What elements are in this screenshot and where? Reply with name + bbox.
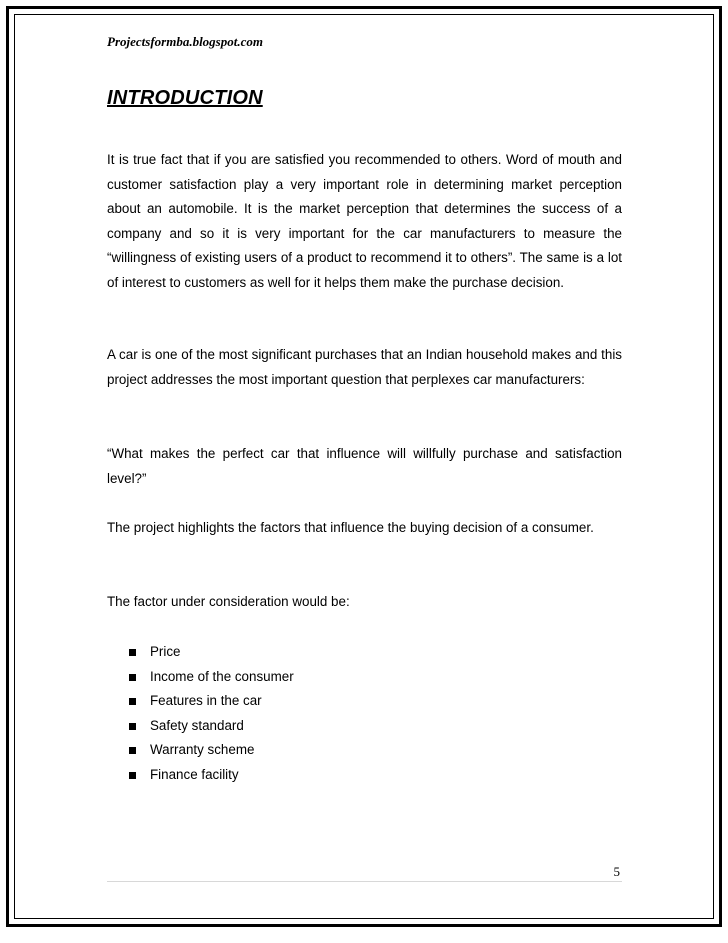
square-bullet-icon [129, 723, 136, 730]
factors-list [129, 640, 294, 788]
paragraph-car-purchase: A car is one of the most significant purchases that an Indian household makes and this project addresses the most important question that perplexes car manufacturers: [107, 347, 622, 387]
square-bullet-icon [129, 772, 136, 779]
list-item [129, 640, 294, 665]
list-item [129, 714, 294, 739]
page-title: INTRODUCTION [107, 87, 263, 109]
list-item-label: Features in the car [150, 693, 262, 709]
list-item-label: Finance facility [150, 766, 239, 782]
square-bullet-icon [129, 747, 136, 754]
page-number: 5 [613, 864, 620, 879]
list-item-label: Warranty scheme [150, 742, 255, 758]
list-item [129, 763, 294, 788]
square-bullet-icon [129, 674, 136, 681]
square-bullet-icon [129, 649, 136, 656]
paragraph-intro: It is true fact that if you are satisfied you recommended to others. Word of mouth and customer satisfaction play a very important role in determining market perception about an automobile. It is the market perception that determines the success of a company and so it is very important for the car manufacturers to measure the “willingness of existing users of a product to recommend it to others”. The same is a lot of interest to customers as well for it helps them make the purchase decision. [107, 152, 622, 290]
list-item [129, 665, 294, 690]
paragraph-factors-lead: The factor under consideration would be: [107, 594, 350, 609]
list-item-label: Income of the consumer [150, 668, 294, 684]
list-item-label: Safety standard [150, 717, 244, 733]
header-site-name: Projectsformba.blogspot.com [107, 34, 263, 49]
footer-divider [107, 881, 622, 882]
square-bullet-icon [129, 698, 136, 705]
paragraph-highlights: The project highlights the factors that influence the buying decision of a consumer. [107, 520, 594, 535]
list-item [129, 738, 294, 763]
paragraph-question: “What makes the perfect car that influence will willfully purchase and satisfaction level?” [107, 446, 622, 486]
list-item-label: Price [150, 644, 181, 659]
list-item [129, 689, 294, 714]
